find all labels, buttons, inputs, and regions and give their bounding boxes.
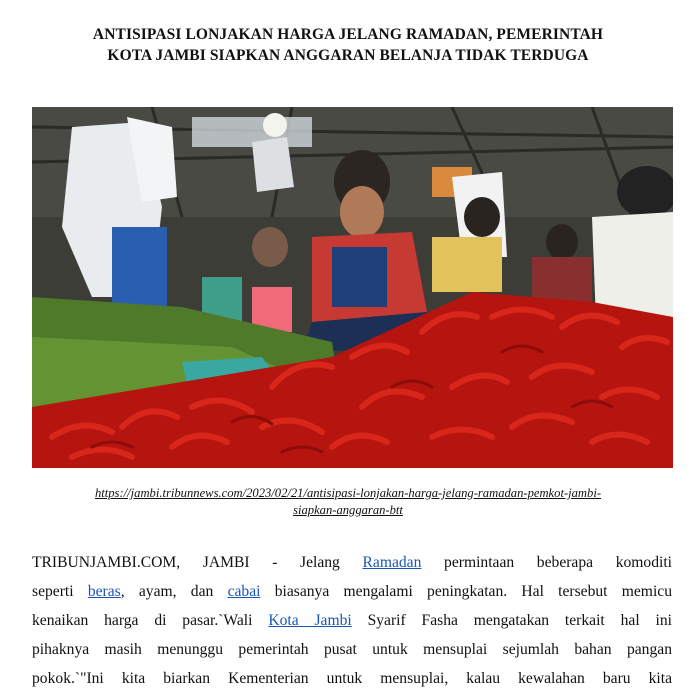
link-kota-jambi[interactable]: Kota Jambi (268, 612, 352, 629)
body-line-5: pokok.`"Ini kita biarkan Kementerian untuk mensuplai, kalau kewalahan baru kita (32, 670, 672, 687)
body-text-segment: seperti (32, 583, 74, 600)
body-line-4: pihaknya masih menunggu pemerintah pusat untuk mensuplai sejumlah bahan pangan (32, 641, 672, 658)
photo-source-caption (30, 485, 666, 519)
source-url-link[interactable] (95, 486, 601, 517)
link-ramadan[interactable]: Ramadan (362, 554, 422, 571)
article-headline (40, 24, 656, 66)
headline-line-2: KOTA JAMBI SIAPKAN ANGGARAN BELANJA TIDAK TERDUGA (107, 47, 589, 64)
body-text-segment: kenaikan harga di pasar.`Wali (32, 612, 253, 629)
body-text-segment: permintaan beberapa komoditi (444, 554, 673, 571)
body-text-segment: , ayam, dan (120, 583, 214, 600)
article-body (32, 548, 672, 693)
link-beras[interactable]: beras (87, 583, 121, 600)
market-chili-photo (32, 107, 673, 468)
body-line-3 (32, 606, 672, 635)
body-line-2 (32, 577, 672, 606)
source-url-line-2: siapkan-anggaran-btt (293, 503, 403, 517)
headline-line-1: ANTISIPASI LONJAKAN HARGA JELANG RAMADAN, PEMERINTAH (92, 26, 604, 43)
body-line-1 (32, 548, 672, 577)
link-cabai[interactable]: cabai (227, 583, 261, 600)
body-text-segment: Syarif Fasha mengatakan terkait hal ini (367, 612, 672, 629)
body-text-segment: TRIBUNJAMBI.COM, JAMBI - Jelang (32, 554, 340, 571)
source-url-line-1: https://jambi.tribunnews.com/2023/02/21/antisipasi-lonjakan-harga-jelang-ramadan-pemkot-jambi- (94, 486, 602, 500)
body-text-segment: biasanya mengalami peningkatan. Hal tersebut memicu (274, 583, 672, 600)
